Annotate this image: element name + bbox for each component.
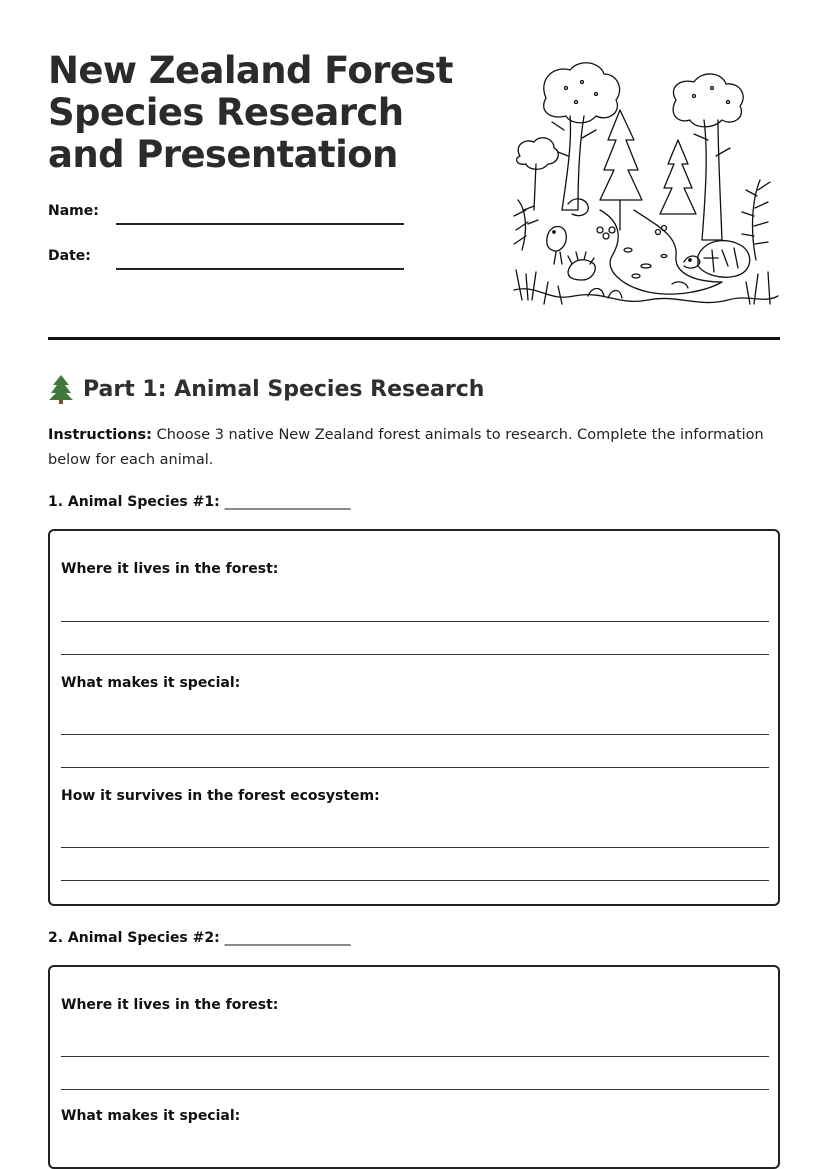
page-title: New Zealand Forest Species Research and Presentation (48, 49, 453, 176)
answer-line[interactable] (61, 767, 769, 768)
date-label: Date: (48, 248, 91, 264)
question-special: What makes it special: (61, 1108, 241, 1124)
question-habitat: Where it lives in the forest: (61, 997, 279, 1013)
name-label: Name: (48, 203, 99, 219)
forest-illustration-icon (508, 60, 780, 310)
answer-line[interactable] (61, 654, 769, 655)
answer-line[interactable] (61, 734, 769, 735)
species-1-card (48, 529, 780, 906)
species-2-title: 2. Animal Species #2: (48, 930, 225, 946)
part1-heading-text: Part 1: Animal Species Research (83, 376, 485, 402)
name-field (48, 203, 408, 229)
instructions-text: Choose 3 native New Zealand forest animals to research. Complete the information below for each animal. (48, 427, 764, 468)
answer-line[interactable] (61, 1089, 769, 1090)
answer-line[interactable] (61, 621, 769, 622)
instructions (48, 423, 783, 473)
tree-icon (48, 374, 74, 404)
species-1-title: 1. Animal Species #1: (48, 494, 225, 510)
species-2-blank[interactable]: __________________ (224, 930, 351, 946)
species-2-label (48, 930, 351, 946)
instructions-label: Instructions: (48, 427, 152, 443)
part1-heading (48, 374, 484, 404)
question-survival: How it survives in the forest ecosystem: (61, 788, 380, 804)
question-special: What makes it special: (61, 675, 241, 691)
question-habitat: Where it lives in the forest: (61, 561, 279, 577)
species-1-label (48, 494, 351, 510)
date-field (48, 248, 408, 274)
answer-line[interactable] (61, 847, 769, 848)
species-2-card (48, 965, 780, 1169)
answer-line[interactable] (61, 880, 769, 881)
header-divider (48, 337, 780, 340)
species-1-blank[interactable]: __________________ (224, 494, 351, 510)
answer-line[interactable] (61, 1056, 769, 1057)
date-input-line[interactable] (116, 268, 404, 270)
name-input-line[interactable] (116, 223, 404, 225)
